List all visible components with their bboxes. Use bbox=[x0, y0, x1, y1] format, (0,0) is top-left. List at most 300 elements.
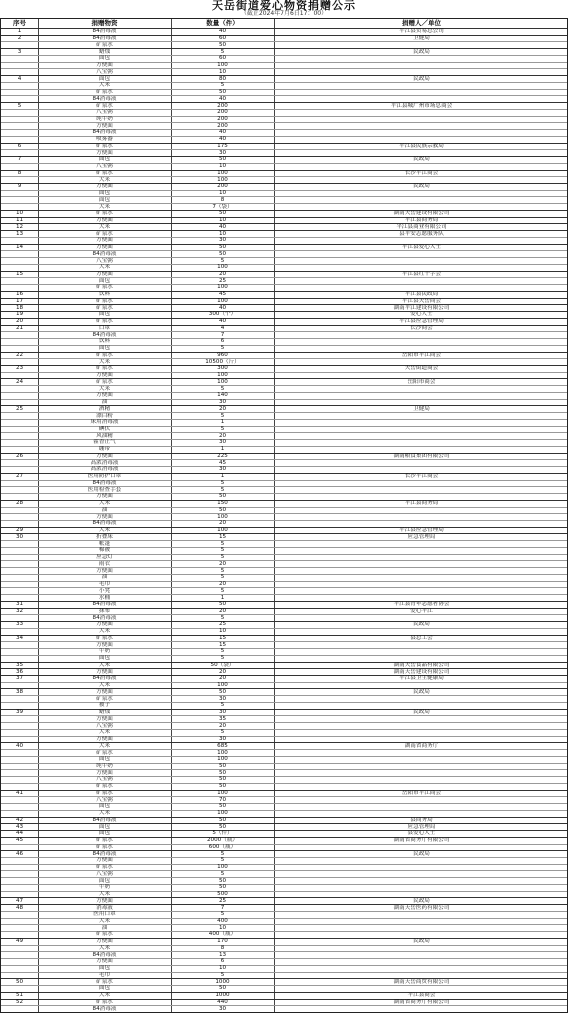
row-number bbox=[1, 258, 38, 264]
row-number: 44 bbox=[15, 830, 24, 837]
row-number bbox=[1, 770, 38, 776]
row-quantity: 30 bbox=[218, 709, 227, 716]
row-item: 折叠床 bbox=[96, 533, 113, 540]
row-number bbox=[1, 109, 38, 115]
row-quantity: 20 bbox=[218, 675, 227, 682]
row-number bbox=[1, 884, 38, 890]
row-quantity: 35 bbox=[218, 715, 227, 722]
row-number bbox=[1, 433, 38, 439]
row-number bbox=[1, 871, 38, 877]
row-item: 面包 bbox=[98, 345, 111, 352]
row-item: 方便面 bbox=[96, 513, 113, 520]
row-item: 矿泉水 bbox=[96, 318, 113, 325]
row-item: 方便面 bbox=[96, 897, 113, 904]
row-item: 方便面 bbox=[96, 372, 113, 379]
row-item: 面包 bbox=[98, 196, 111, 203]
row-donor bbox=[274, 965, 568, 971]
row-quantity: 50 bbox=[218, 601, 227, 608]
row-item: 矿泉水 bbox=[96, 789, 113, 796]
row-quantity: 1000 bbox=[215, 978, 230, 985]
row-item: 面包 bbox=[98, 803, 111, 810]
row-donor: 平江县天岳商会 bbox=[401, 297, 442, 304]
row-number bbox=[1, 493, 38, 499]
page-title: 天岳街道爱心物资捐赠公示 bbox=[212, 0, 356, 12]
row-number: 47 bbox=[15, 897, 24, 904]
row-donor: 应急管理局 bbox=[407, 533, 436, 540]
row-number: 46 bbox=[15, 850, 24, 857]
row-donor bbox=[274, 648, 568, 654]
row-item: 方便面 bbox=[96, 857, 113, 864]
row-quantity: 7 bbox=[220, 331, 225, 338]
row-quantity: 100 bbox=[217, 810, 228, 817]
row-number bbox=[1, 446, 38, 452]
row-number bbox=[1, 386, 38, 392]
row-item: 藿香正气 bbox=[93, 439, 116, 446]
row-quantity: 5（件） bbox=[212, 830, 233, 837]
row-item: 矿泉水 bbox=[96, 89, 113, 96]
row-quantity: 20 bbox=[218, 432, 227, 439]
row-quantity: 30 bbox=[218, 237, 227, 244]
row-donor bbox=[274, 736, 568, 742]
row-quantity: 50 bbox=[218, 244, 227, 251]
row-donor: 民政局 bbox=[413, 938, 430, 945]
row-number bbox=[1, 561, 38, 567]
row-quantity: 200 bbox=[217, 109, 228, 116]
row-donor bbox=[274, 258, 568, 264]
row-donor bbox=[274, 729, 568, 735]
row-item: 高浓消毒液 bbox=[90, 466, 119, 473]
row-item: 方便面 bbox=[96, 769, 113, 776]
row-donor: 湖南省商务厅有限公司 bbox=[393, 837, 450, 844]
row-quantity: 50 bbox=[218, 776, 227, 783]
row-quantity: 200 bbox=[217, 183, 228, 190]
row-donor bbox=[274, 278, 568, 284]
row-item: 应急灯 bbox=[96, 554, 113, 561]
row-donor: 爱心平江 bbox=[410, 607, 433, 614]
row-quantity: 100 bbox=[217, 284, 228, 291]
row-quantity: 10 bbox=[218, 217, 227, 224]
row-item: 纯牛奶 bbox=[96, 115, 113, 122]
row-quantity: 100 bbox=[217, 62, 228, 69]
row-number bbox=[1, 150, 38, 156]
donation-table bbox=[0, 18, 568, 1013]
row-quantity: 50 bbox=[218, 41, 227, 48]
row-number bbox=[1, 729, 38, 735]
row-number bbox=[1, 264, 38, 270]
row-quantity: 400（瓶） bbox=[208, 931, 237, 938]
row-donor: 湖南省商务厅有限公司 bbox=[393, 998, 450, 1005]
row-number: 18 bbox=[15, 304, 24, 311]
row-number bbox=[1, 419, 38, 425]
row-item: 消毒液 bbox=[96, 904, 113, 911]
row-donor bbox=[274, 386, 568, 392]
row-number bbox=[1, 69, 38, 75]
row-number bbox=[1, 413, 38, 419]
row-quantity: 50 bbox=[218, 985, 227, 992]
row-quantity: 20 bbox=[218, 607, 227, 614]
row-quantity: 20 bbox=[218, 405, 227, 412]
row-number: 11 bbox=[15, 217, 24, 224]
header-quantity: 数量（件） bbox=[206, 19, 239, 27]
row-quantity: 5 bbox=[220, 547, 225, 554]
row-item: 酒精 bbox=[98, 405, 111, 412]
row-number bbox=[1, 163, 38, 169]
row-number: 13 bbox=[15, 230, 24, 237]
row-donor bbox=[274, 716, 568, 722]
row-number bbox=[1, 359, 38, 365]
row-number: 1 bbox=[17, 28, 22, 35]
row-quantity: 5 bbox=[220, 850, 225, 857]
row-item: 饮料 bbox=[98, 291, 111, 298]
row-item: 毛巾 bbox=[98, 581, 111, 588]
row-item: 大米 bbox=[98, 729, 111, 736]
row-item: 方便面 bbox=[96, 244, 113, 251]
row-item: 面包 bbox=[98, 277, 111, 284]
row-number bbox=[1, 480, 38, 486]
row-number bbox=[1, 797, 38, 803]
row-donor bbox=[274, 1006, 568, 1012]
row-number bbox=[1, 891, 38, 897]
row-donor bbox=[274, 642, 568, 648]
row-item: 84消毒液 bbox=[92, 601, 117, 608]
row-quantity: 5 bbox=[220, 479, 225, 486]
row-quantity: 6 bbox=[220, 338, 225, 345]
row-quantity: 7（袋） bbox=[212, 203, 233, 210]
row-item: 油 bbox=[101, 924, 108, 931]
row-number bbox=[1, 925, 38, 931]
row-donor bbox=[274, 264, 568, 270]
row-number: 38 bbox=[15, 688, 24, 695]
row-number: 22 bbox=[15, 351, 24, 358]
row-item: 抹布 bbox=[98, 607, 111, 614]
row-quantity: 40 bbox=[218, 223, 227, 230]
row-number: 8 bbox=[17, 169, 22, 176]
row-item: 八宝粥 bbox=[96, 796, 113, 803]
row-quantity: 300 bbox=[217, 365, 228, 372]
row-quantity: 45 bbox=[218, 459, 227, 466]
header-number: 序号 bbox=[13, 19, 26, 27]
row-donor bbox=[274, 493, 568, 499]
row-number bbox=[1, 372, 38, 378]
row-number: 20 bbox=[15, 318, 24, 325]
row-number bbox=[1, 716, 38, 722]
row-quantity: 5 bbox=[220, 82, 225, 89]
row-donor bbox=[274, 750, 568, 756]
row-item: 大米 bbox=[98, 810, 111, 817]
row-item: 矿泉水 bbox=[96, 783, 113, 790]
row-item: 方便面 bbox=[96, 493, 113, 500]
row-number bbox=[1, 985, 38, 991]
row-quantity: 20 bbox=[218, 271, 227, 277]
row-number bbox=[1, 783, 38, 789]
row-item: 矿泉水 bbox=[96, 365, 113, 372]
row-quantity: 5 bbox=[220, 648, 225, 655]
row-donor: 湖南省商务厅 bbox=[404, 742, 439, 749]
row-number: 33 bbox=[15, 621, 24, 628]
row-item: 矿泉水 bbox=[96, 41, 113, 48]
row-number bbox=[1, 129, 38, 135]
row-item: 大米 bbox=[98, 500, 111, 507]
row-donor: 湖南天岳建设有限公司 bbox=[393, 210, 450, 217]
row-item: 方便面 bbox=[96, 392, 113, 399]
row-quantity: 50（袋） bbox=[210, 661, 235, 668]
header-item: 捐赠物资 bbox=[91, 19, 118, 27]
row-item: 面包 bbox=[98, 985, 111, 992]
row-item: 蜡烛 bbox=[98, 709, 111, 716]
row-item: 雨衣 bbox=[98, 560, 111, 567]
row-number bbox=[1, 911, 38, 917]
row-donor bbox=[274, 797, 568, 803]
row-number bbox=[1, 696, 38, 702]
row-donor bbox=[274, 507, 568, 513]
row-item: 大米 bbox=[98, 264, 111, 271]
row-quantity: 4 bbox=[220, 324, 225, 331]
row-number bbox=[1, 958, 38, 964]
row-number bbox=[1, 642, 38, 648]
row-item: 八宝粥 bbox=[96, 163, 113, 170]
row-item: 绷带 bbox=[98, 446, 111, 453]
row-quantity: 20 bbox=[218, 520, 227, 527]
row-quantity: 100 bbox=[217, 264, 228, 271]
row-quantity: 30 bbox=[218, 736, 227, 743]
row-quantity: 300（个） bbox=[208, 311, 237, 318]
row-number bbox=[1, 763, 38, 769]
row-donor bbox=[274, 42, 568, 48]
row-number: 37 bbox=[15, 675, 24, 682]
row-number bbox=[1, 574, 38, 580]
row-donor: 平江县爱心人士 bbox=[401, 244, 442, 251]
row-donor bbox=[274, 864, 568, 870]
row-item: 方便面 bbox=[96, 271, 113, 277]
row-item: 面包 bbox=[98, 311, 111, 318]
row-donor bbox=[274, 284, 568, 290]
row-quantity: 5 bbox=[220, 412, 225, 419]
row-donor: 湖南天岳食品有限公司 bbox=[393, 661, 450, 668]
row-quantity: 50 bbox=[218, 769, 227, 776]
row-number bbox=[1, 918, 38, 924]
row-item: 方便面 bbox=[96, 149, 113, 156]
row-item: 方便面 bbox=[96, 183, 113, 190]
row-number bbox=[1, 204, 38, 210]
row-item: 矿泉水 bbox=[96, 297, 113, 304]
row-donor bbox=[274, 696, 568, 702]
row-item: 油 bbox=[101, 574, 108, 581]
row-item: 矿泉水 bbox=[96, 378, 113, 385]
row-donor: 天岳街道商会 bbox=[404, 365, 439, 372]
row-item: 矿泉水 bbox=[96, 695, 113, 702]
row-number bbox=[1, 439, 38, 445]
row-donor: 平江县民政局 bbox=[404, 291, 439, 298]
row-donor bbox=[274, 204, 568, 210]
row-item: 口罩 bbox=[98, 324, 111, 331]
row-donor bbox=[274, 871, 568, 877]
row-donor bbox=[274, 884, 568, 890]
row-quantity: 50 bbox=[218, 783, 227, 790]
row-donor bbox=[274, 487, 568, 493]
row-donor: 长沙商会 bbox=[410, 324, 433, 331]
row-item: 漂白粉 bbox=[96, 412, 113, 419]
row-quantity: 100 bbox=[217, 864, 228, 871]
row-item: 大米 bbox=[98, 742, 111, 749]
row-number: 23 bbox=[15, 365, 24, 372]
row-quantity: 140 bbox=[217, 392, 228, 399]
row-quantity: 5 bbox=[220, 567, 225, 574]
row-quantity: 13 bbox=[218, 951, 227, 958]
row-number bbox=[1, 1006, 38, 1012]
row-item: 方便面 bbox=[96, 567, 113, 574]
row-quantity: 5 bbox=[220, 614, 225, 621]
row-number: 39 bbox=[15, 709, 24, 716]
row-quantity: 8 bbox=[220, 196, 225, 203]
row-number bbox=[1, 615, 38, 621]
row-number bbox=[1, 514, 38, 520]
row-item: 方便面 bbox=[96, 736, 113, 743]
row-item: 矿泉水 bbox=[96, 284, 113, 291]
row-number bbox=[1, 595, 38, 601]
row-number bbox=[1, 136, 38, 142]
row-donor bbox=[274, 62, 568, 68]
row-number: 32 bbox=[15, 607, 24, 614]
row-quantity: 5 bbox=[220, 345, 225, 352]
row-donor bbox=[274, 615, 568, 621]
row-number bbox=[1, 55, 38, 61]
row-quantity: 100 bbox=[217, 527, 228, 534]
row-number bbox=[1, 568, 38, 574]
row-number: 49 bbox=[15, 938, 24, 945]
row-quantity: 25 bbox=[218, 897, 227, 904]
row-donor: 湖南天岳建设有限公司 bbox=[393, 668, 450, 675]
row-donor bbox=[274, 810, 568, 816]
row-donor: 岳阳市商会 bbox=[407, 378, 436, 385]
row-quantity: 5 bbox=[220, 48, 225, 55]
row-donor bbox=[274, 197, 568, 203]
row-donor bbox=[274, 803, 568, 809]
row-number: 36 bbox=[15, 668, 24, 675]
row-donor bbox=[274, 136, 568, 142]
row-number bbox=[1, 682, 38, 688]
row-item: 八宝粥 bbox=[96, 776, 113, 783]
row-item: 矿泉水 bbox=[96, 837, 113, 844]
row-number bbox=[1, 466, 38, 472]
row-quantity: 100 bbox=[217, 756, 228, 763]
row-donor bbox=[274, 359, 568, 365]
row-number bbox=[1, 251, 38, 257]
row-quantity: 10 bbox=[218, 190, 227, 197]
row-donor bbox=[274, 82, 568, 88]
row-number: 51 bbox=[15, 992, 24, 999]
row-quantity: 440 bbox=[217, 998, 228, 1005]
row-item: 方便面 bbox=[96, 641, 113, 648]
row-item: 小凳 bbox=[98, 587, 111, 594]
row-donor: 长沙平江商会 bbox=[404, 169, 439, 176]
row-item: 被子 bbox=[98, 702, 111, 709]
row-donor bbox=[274, 595, 568, 601]
row-number bbox=[1, 190, 38, 196]
row-item: 84消毒液 bbox=[92, 479, 117, 486]
row-quantity: 10 bbox=[218, 163, 227, 170]
row-quantity: 15 bbox=[218, 634, 227, 641]
row-number bbox=[1, 945, 38, 951]
row-item: 方便面 bbox=[96, 217, 113, 224]
row-number: 19 bbox=[15, 311, 24, 318]
row-item: 84消毒液 bbox=[92, 1005, 117, 1012]
row-donor bbox=[274, 89, 568, 95]
row-number bbox=[1, 426, 38, 432]
row-number bbox=[1, 520, 38, 526]
row-quantity: 5 bbox=[220, 574, 225, 581]
row-quantity: 50 bbox=[218, 877, 227, 884]
row-donor bbox=[274, 433, 568, 439]
row-donor: 岳阳市平江商会 bbox=[401, 789, 442, 796]
row-donor bbox=[274, 763, 568, 769]
row-item: 大米 bbox=[98, 661, 111, 668]
row-donor: 湖南天岳医药有限公司 bbox=[393, 904, 450, 911]
row-item: 面包 bbox=[98, 190, 111, 197]
row-number bbox=[1, 541, 38, 547]
row-number bbox=[1, 810, 38, 816]
row-quantity: 5 bbox=[220, 971, 225, 978]
row-donor bbox=[274, 55, 568, 61]
row-item: 面包 bbox=[98, 75, 111, 82]
row-number bbox=[1, 588, 38, 594]
row-donor: 长沙平江商会 bbox=[404, 473, 439, 480]
row-quantity: 50 bbox=[218, 493, 227, 500]
row-donor: 湖南平江建设有限公司 bbox=[393, 304, 450, 311]
row-quantity: 30 bbox=[218, 695, 227, 702]
row-donor bbox=[274, 628, 568, 634]
row-number: 48 bbox=[15, 904, 24, 911]
row-quantity: 15 bbox=[218, 641, 227, 648]
row-quantity: 100 bbox=[217, 682, 228, 689]
row-donor bbox=[274, 958, 568, 964]
row-quantity: 6 bbox=[220, 958, 225, 965]
row-item: 矿泉水 bbox=[96, 210, 113, 217]
row-donor bbox=[274, 446, 568, 452]
row-quantity: 10 bbox=[218, 628, 227, 635]
row-donor bbox=[274, 116, 568, 122]
row-donor bbox=[274, 554, 568, 560]
row-number bbox=[1, 507, 38, 513]
row-number bbox=[1, 723, 38, 729]
row-item: 碘伏 bbox=[98, 426, 111, 432]
row-number: 9 bbox=[17, 183, 22, 190]
row-item: 84消毒液 bbox=[92, 35, 117, 42]
row-number: 15 bbox=[15, 271, 24, 277]
row-quantity: 40 bbox=[218, 304, 227, 311]
row-number bbox=[1, 392, 38, 398]
row-quantity: 20 bbox=[218, 560, 227, 567]
row-item: 面包 bbox=[98, 55, 111, 62]
row-donor bbox=[274, 878, 568, 884]
row-donor bbox=[274, 129, 568, 135]
row-item: 床用消毒液 bbox=[90, 419, 119, 426]
row-item: 矿泉水 bbox=[96, 998, 113, 1005]
row-item: 面包 bbox=[98, 965, 111, 972]
row-number bbox=[1, 96, 38, 102]
row-quantity: 5 bbox=[220, 486, 225, 493]
row-item: 方便面 bbox=[96, 715, 113, 722]
row-quantity: 50 bbox=[218, 823, 227, 830]
row-item: 毛巾 bbox=[98, 971, 111, 978]
row-donor: 民政局 bbox=[413, 75, 430, 82]
row-number: 14 bbox=[15, 244, 24, 251]
row-quantity: 100 bbox=[217, 297, 228, 304]
row-number: 41 bbox=[15, 789, 24, 796]
row-quantity: 45 bbox=[218, 291, 227, 298]
row-donor bbox=[274, 911, 568, 917]
row-item: 矿泉水 bbox=[96, 169, 113, 176]
row-donor bbox=[274, 581, 568, 587]
